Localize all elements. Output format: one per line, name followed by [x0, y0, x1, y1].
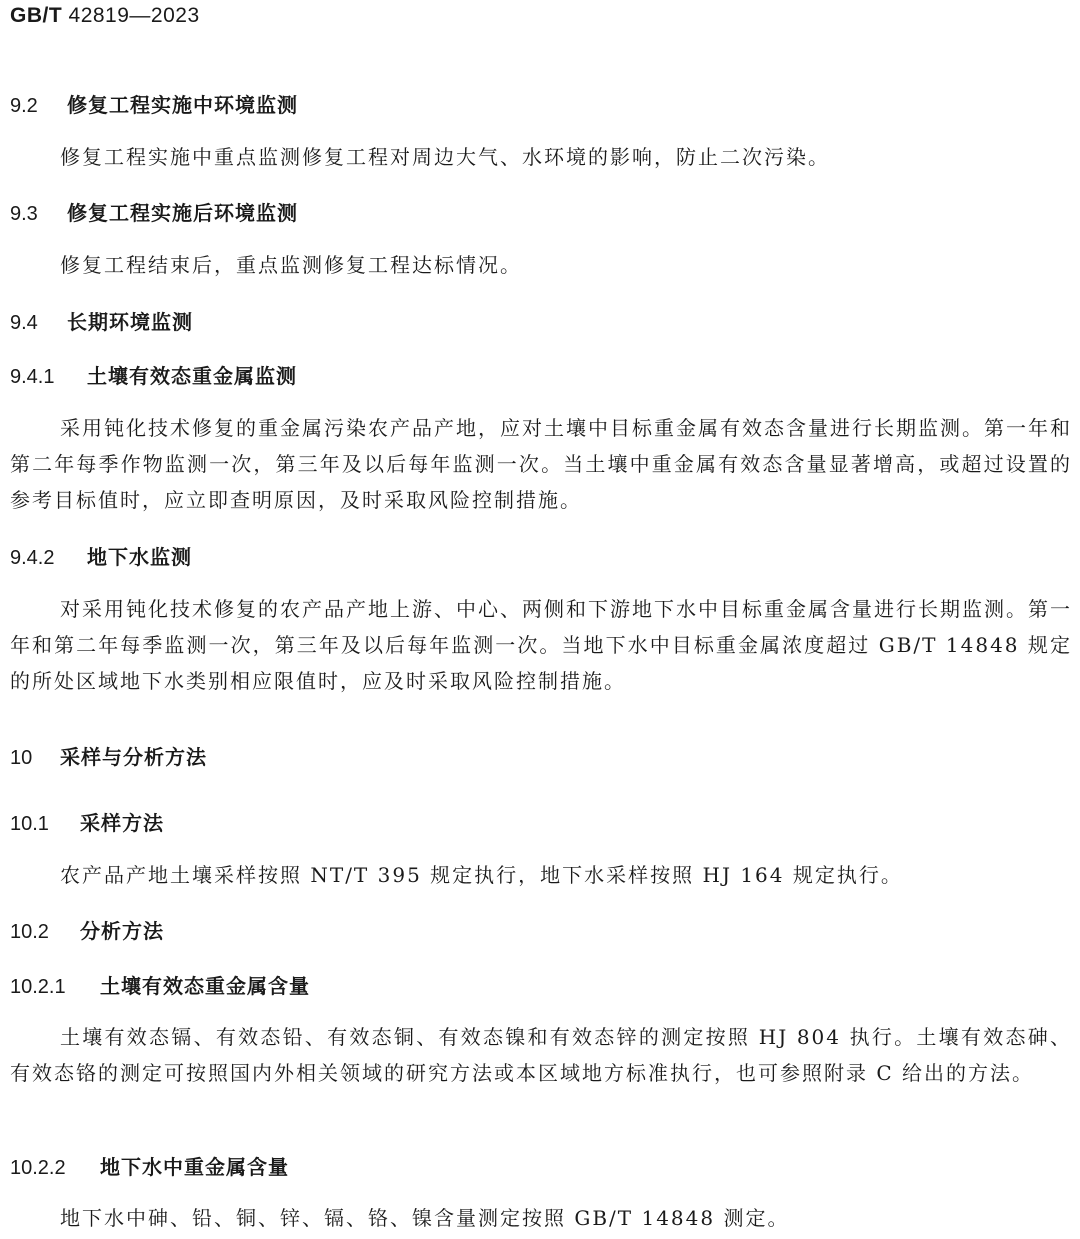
section-body-9-2: 修复工程实施中重点监测修复工程对周边大气、水环境的影响，防止二次污染。	[60, 145, 830, 169]
section-title: 采样方法	[80, 811, 164, 835]
section-body-9-3: 修复工程结束后，重点监测修复工程达标情况。	[60, 253, 522, 277]
section-title: 地下水监测	[87, 545, 192, 569]
section-heading-10-2	[10, 915, 164, 944]
section-heading-10-2-1	[10, 970, 310, 999]
section-title: 地下水中重金属含量	[100, 1155, 289, 1179]
section-heading-9-4-2	[10, 541, 192, 570]
section-number: 9.4.1	[10, 366, 55, 388]
standard-number-header	[10, 4, 200, 28]
section-body-10-1: 农产品产地土壤采样按照 NT/T 395 规定执行，地下水采样按照 HJ 164 规定执行。	[60, 863, 903, 887]
section-title: 分析方法	[80, 919, 164, 943]
section-number: 9.3	[10, 203, 38, 225]
section-title: 土壤有效态重金属含量	[100, 974, 310, 998]
section-body-10-2-1: 土壤有效态镉、有效态铅、有效态铜、有效态镍和有效态锌的测定按照 HJ 804 执行。土壤有效态砷、有效态铬的测定可按照国内外相关领域的研究方法或本区域地方标准执行，也可参照附录 C 给出的方法。	[10, 1025, 1072, 1085]
section-body-10-2-2: 地下水中砷、铅、铜、锌、镉、铬、镍含量测定按照 GB/T 14848 测定。	[60, 1206, 790, 1230]
section-number: 10.1	[10, 813, 49, 835]
section-number: 10.2	[10, 921, 49, 943]
section-number: 10.2.1	[10, 976, 66, 998]
section-number: 9.2	[10, 95, 38, 117]
section-number: 10	[10, 747, 33, 769]
section-heading-9-3	[10, 197, 298, 226]
section-number: 9.4	[10, 312, 38, 334]
section-body-9-4-1: 采用钝化技术修复的重金属污染农产品产地，应对土壤中目标重金属有效态含量进行长期监测。第一年和第二年每季作物监测一次，第三年及以后每年监测一次。当土壤中重金属有效态含量显著增高，或超过设置的参考目标值时，应立即查明原因，及时采取风险控制措施。	[10, 416, 1072, 512]
section-heading-10	[10, 741, 207, 770]
section-heading-9-4	[10, 306, 193, 335]
standard-number: 42819—2023	[68, 4, 200, 27]
section-heading-9-4-1	[10, 360, 297, 389]
section-title: 修复工程实施后环境监测	[67, 201, 298, 225]
section-heading-10-1	[10, 807, 164, 836]
section-title: 长期环境监测	[67, 310, 193, 334]
section-heading-9-2	[10, 89, 298, 118]
section-number: 9.4.2	[10, 547, 55, 569]
section-heading-10-2-2	[10, 1151, 289, 1180]
standard-prefix: GB/T	[10, 4, 63, 27]
section-number: 10.2.2	[10, 1157, 66, 1179]
section-title: 采样与分析方法	[60, 745, 207, 769]
section-body-9-4-2: 对采用钝化技术修复的农产品产地上游、中心、两侧和下游地下水中目标重金属含量进行长期监测。第一年和第二年每季监测一次，第三年及以后每年监测一次。当地下水中目标重金属浓度超过 GB/T 14848 规定的所处区域地下水类别相应限值时，应及时采取风险控制措施。	[10, 597, 1072, 693]
section-title: 土壤有效态重金属监测	[87, 364, 297, 388]
section-title: 修复工程实施中环境监测	[67, 93, 298, 117]
